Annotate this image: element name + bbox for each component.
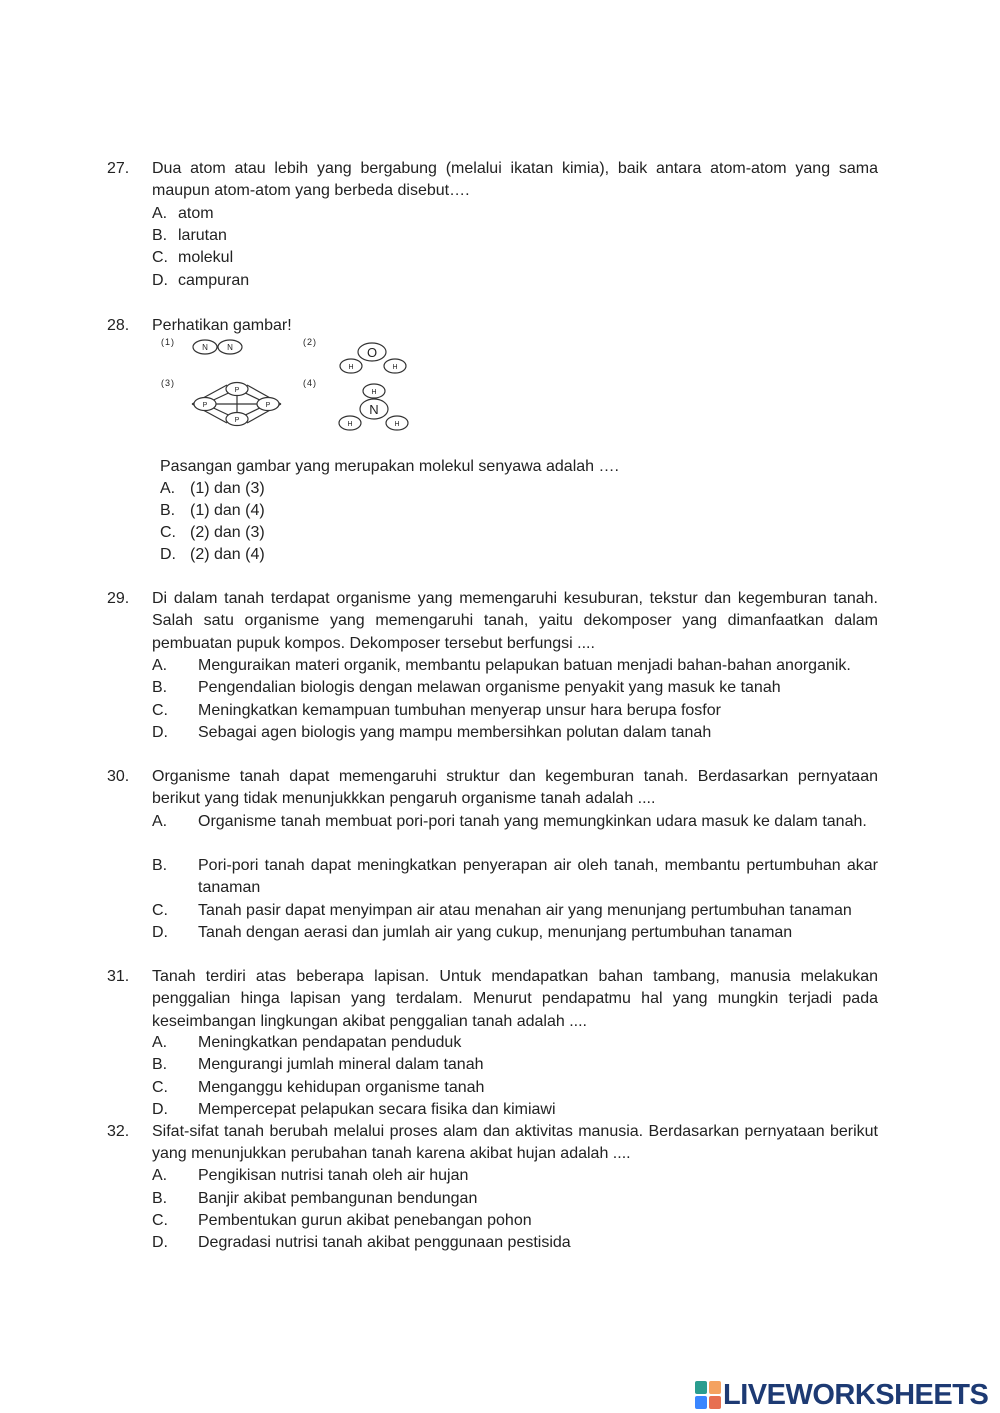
option-letter: C. [152,1212,168,1229]
option-text: molekul [178,249,234,266]
option-letter: C. [152,702,168,719]
option-letter: D. [160,546,176,563]
question-number: 31. [107,968,130,985]
question-text: Di dalam tanah terdapat organisme yang memengaruhi kesuburan, tekstur dan kegemburan tanah. Salah satu organisme yang memengaruhi tanah, yaitu dekomposer yang dimanfaatkan dalam pembuatan pupuk kompos. Dekomposer tersebut berfungsi .... [152,590,878,652]
option-text: Tanah dengan aerasi dan jumlah air yang cukup, menunjang pertumbuhan tanaman [198,924,793,941]
atom-label: H [392,364,398,371]
question-number: 28. [107,317,130,334]
question-number: 29. [107,590,130,607]
question-text: Organisme tanah dapat memengaruhi struktur dan kegemburan tanah. Berdasarkan pernyataan berikut yang tidak menunjukkkan pengaruh organisme tanah adalah .... [152,768,878,808]
atom-label: P [234,417,240,424]
liveworksheets-brand [695,1378,988,1412]
option-letter: D. [152,1101,168,1118]
atom-label: P [234,387,240,394]
atom-label: N [369,402,379,417]
option-text: (2) dan (4) [190,546,265,563]
option-letter: B. [152,227,168,244]
question-prompt: Pasangan gambar yang merupakan molekul senyawa adalah …. [160,458,619,475]
option-text: (1) dan (4) [190,502,265,519]
option-text: Tanah pasir dapat menyimpan air atau menahan air yang menunjang pertumbuhan tanaman [198,902,852,919]
option-text: Menganggu kehidupan organisme tanah [198,1079,485,1096]
question-text: Dua atom atau lebih yang bergabung (melalui ikatan kimia), baik antara atom-atom yang sama maupun atom-atom yang berbeda disebut…. [152,160,878,200]
option-letter: B. [152,1190,168,1207]
brand-name: LIVEWORKSHEETS [723,1378,989,1411]
option-text: Pembentukan gurun akibat penebangan pohon [198,1212,532,1229]
option-letter: D. [152,272,168,289]
option-letter: B. [160,502,176,519]
option-text: Sebagai agen biologis yang mampu membersihkan polutan dalam tanah [198,724,712,741]
figure-label: (3) [161,378,175,388]
question-text: Perhatikan gambar! [152,317,292,334]
option-letter: B. [152,679,168,696]
option-letter: C. [152,902,168,919]
option-text: Organisme tanah membuat pori-pori tanah yang memungkinkan udara masuk ke dalam tanah. [198,813,867,830]
atom-label: P [265,402,271,409]
liveworksheets-logo-icon [695,1381,721,1409]
option-letter: D. [152,1234,168,1251]
atom-label: H [348,364,354,371]
question-number: 32. [107,1123,130,1140]
figure-label: (1) [161,337,175,347]
option-text: Mengurangi jumlah mineral dalam tanah [198,1056,484,1073]
option-text: Degradasi nutrisi tanah akibat penggunaan pestisida [198,1234,571,1251]
question-number: 30. [107,768,130,785]
question-number: 27. [107,160,130,177]
option-text: campuran [178,272,250,289]
option-letter: A. [152,657,168,674]
atom-label: H [394,421,400,428]
option-text: Pengendalian biologis dengan melawan organisme penyakit yang masuk ke tanah [198,679,781,696]
option-text: atom [178,205,214,222]
option-text: Menguraikan materi organik, membantu pelapukan batuan menjadi bahan-bahan anorganik. [198,657,851,674]
molecule-figure [150,334,420,438]
option-letter: D. [152,724,168,741]
option-text: Meningkatkan pendapatan penduduk [198,1034,462,1051]
figure-label: (4) [303,378,317,388]
atom-label: O [366,345,378,360]
option-letter: C. [160,524,176,541]
atom-label: H [371,389,377,396]
question-text: Tanah terdiri atas beberapa lapisan. Untuk mendapatkan bahan tambang, manusia melakukan penggalian hinga lapisan yang terdalam. Menurut pendapatmu hal yang mungkin terjadi pada keseimbangan lingkungan akibat penggalian tanah adalah .... [152,968,878,1030]
option-letter: A. [152,813,168,830]
option-text: (1) dan (3) [190,480,265,497]
option-text: Pori-pori tanah dapat meningkatkan penyerapan air oleh tanah, membantu pertumbuhan akar tanaman [198,857,878,897]
option-letter: A. [160,480,176,497]
option-text: (2) dan (3) [190,524,265,541]
atom-label: H [347,421,353,428]
option-letter: B. [152,857,168,874]
option-text: Pengikisan nutrisi tanah oleh air hujan [198,1167,469,1184]
option-letter: A. [152,1034,168,1051]
atom-label: N [202,343,208,352]
option-letter: C. [152,1079,168,1096]
option-letter: A. [152,1167,168,1184]
figure-label: (2) [303,337,317,347]
option-text: Banjir akibat pembangunan bendungan [198,1190,478,1207]
atom-label: N [227,343,233,352]
option-letter: C. [152,249,168,266]
option-text: Mempercepat pelapukan secara fisika dan kimiawi [198,1101,556,1118]
option-text: larutan [178,227,227,244]
option-text: Meningkatkan kemampuan tumbuhan menyerap unsur hara berupa fosfor [198,702,721,719]
atom-label: P [202,402,208,409]
option-letter: D. [152,924,168,941]
option-letter: B. [152,1056,168,1073]
option-letter: A. [152,205,168,222]
question-text: Sifat-sifat tanah berubah melalui proses alam dan aktivitas manusia. Berdasarkan pernyataan berikut yang menunjukkan perubahan tanah karena akibat hujan adalah .... [152,1123,878,1163]
